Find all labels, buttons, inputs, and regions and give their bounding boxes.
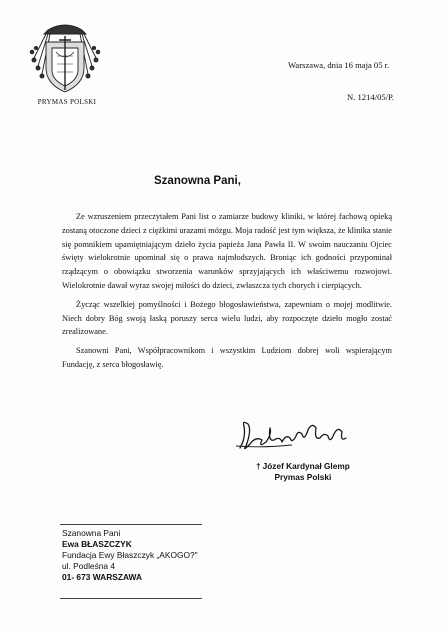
handwritten-signature — [232, 418, 352, 454]
signer-name: Józef Kardynał Glemp — [262, 461, 350, 471]
reference-number: N. 1214/05/P. — [347, 92, 395, 102]
signer-block — [256, 461, 350, 483]
body-paragraph: Szanowni Pani, Współpracownikom i wszystkim Ludziom dobrej woli wspierającym Fundację, z serca błogosławię. — [62, 346, 392, 369]
address-line: Fundacja Ewy Błaszczyk „AKOGO?" — [62, 550, 198, 560]
address-line: Szanowna Pani — [62, 528, 121, 538]
signer-title: Prymas Polski — [274, 472, 332, 482]
recipient-name: Ewa BŁASZCZYK — [62, 539, 132, 549]
address-line: ul. Podleśna 4 — [62, 561, 116, 571]
letterhead-label: PRYMAS POLSKI — [37, 98, 97, 106]
cross-mark: † — [256, 461, 261, 471]
salutation: Szanowna Pani, — [154, 175, 241, 187]
place-and-date: Warszawa, dnia 16 maja 05 r. — [288, 60, 390, 70]
archbishop-coat-of-arms-icon — [26, 18, 104, 96]
recipient-address — [62, 528, 198, 583]
body-paragraph: Ze wzruszeniem przeczytałem Pani list o zamiarze budowy kliniki, w której fachową opieką zostaną otoczone dzieci z ciężkimi urazami mózgu. Moja radość jest tym większa, że klinika stanie się pomnikiem upamiętniającym dzieło życia papieża Jana Pawła II. W swoim nauczaniu Ojciec święty wielokrotnie upominał się o prawa najmłodszych. Broniąc ich godności przypominał rządzącym o obowiązku stworzenia warunków sprzyjających ich właściwemu rozwojowi. Wielokrotnie dawał wyraz swojej miłości do dzieci, zwłaszcza tych chorych i cierpiących. — [62, 212, 392, 290]
address-bottom-rule — [60, 598, 202, 599]
address-top-rule — [60, 524, 202, 525]
body-paragraph: Życząc wszelkiej pomyślności i Bożego błogosławieństwa, zapewniam o mojej modlitwie. Niech dobry Bóg swoją łaską poruszy serca wielu ludzi, aby rozpoczęte dzieło mogło zostać zrealizowane. — [62, 299, 392, 337]
letter-body — [62, 210, 392, 377]
address-city: 01- 673 WARSZAWA — [62, 572, 143, 582]
